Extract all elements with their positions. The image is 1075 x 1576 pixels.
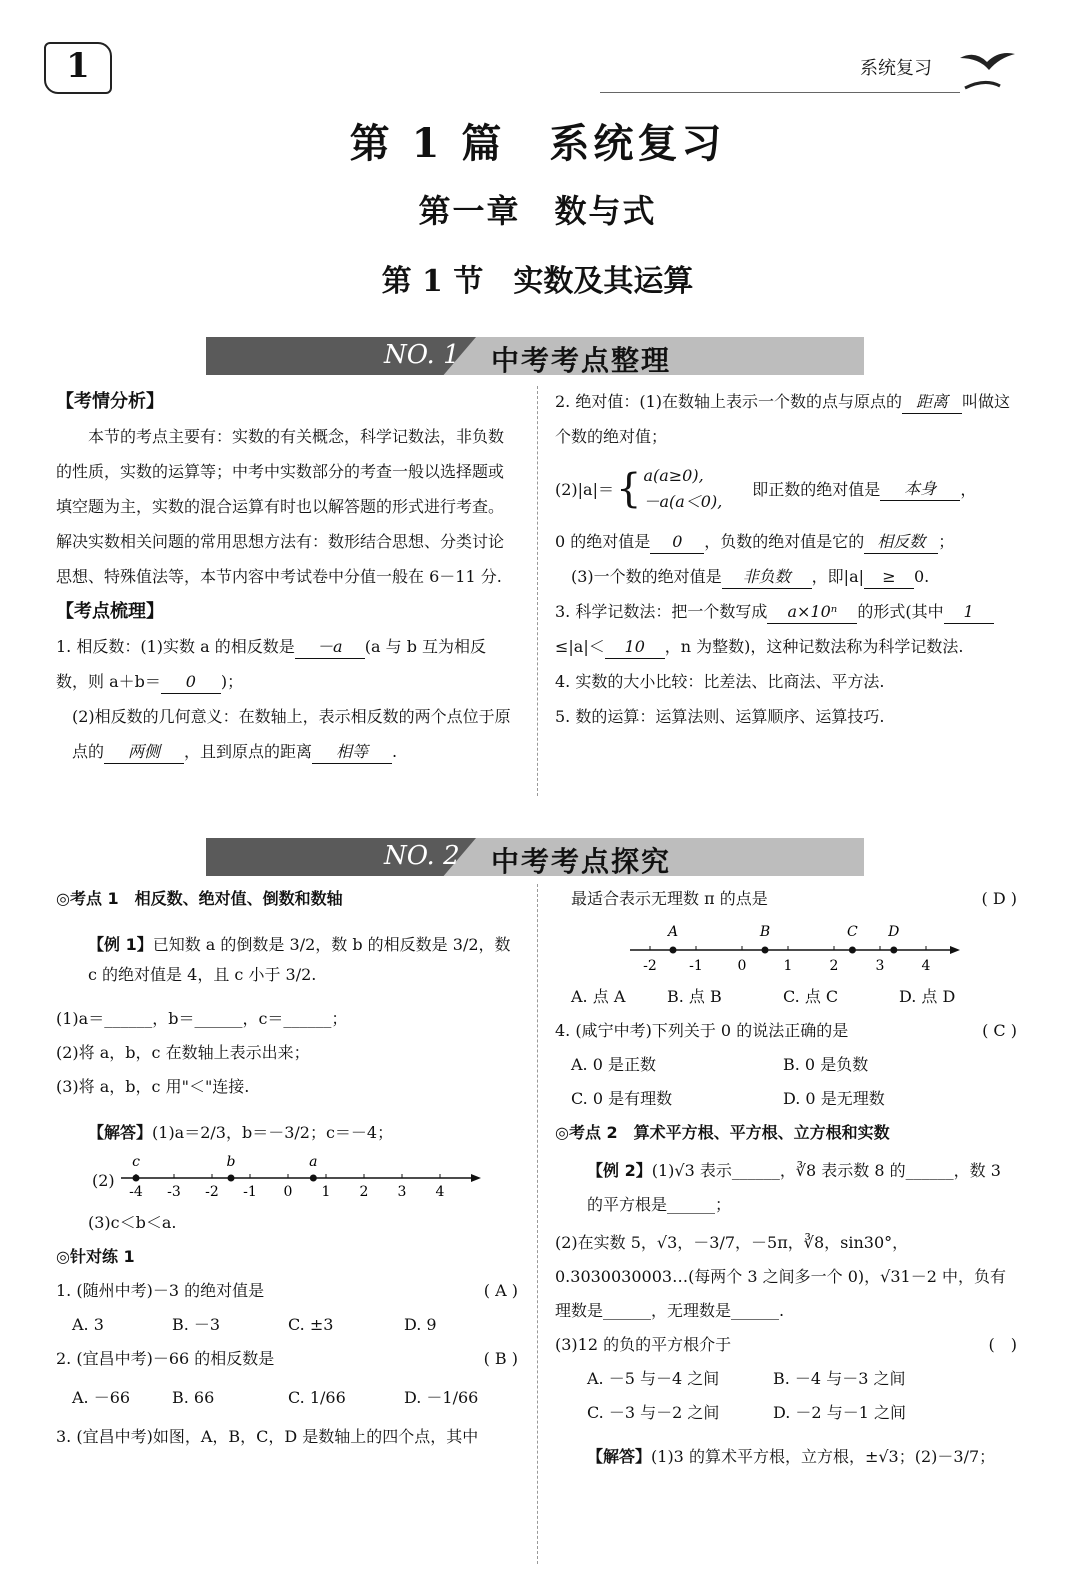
running-title: 系统复习 <box>860 58 932 79</box>
axis2-label: -2 <box>643 958 657 974</box>
number-line-1 <box>116 1150 486 1206</box>
axis1-point-label: c <box>132 1154 140 1170</box>
axis2-point-label: B <box>759 924 771 940</box>
example-1-q1: (1)a＝______，b＝______，c＝______； <box>56 1009 348 1028</box>
example-2-options-2: C. －3 与－2 之间 D. －2 与－1 之间 <box>587 1403 906 1422</box>
axis2-label: 4 <box>921 958 931 974</box>
kaodian-1: ◎考点 1 相反数、绝对值、倒数和数轴 <box>56 889 343 908</box>
axis1-label: -3 <box>167 1184 181 1200</box>
axis1-point-label: b <box>226 1154 236 1170</box>
right-column-2 <box>555 882 1017 1474</box>
axis2-point <box>670 947 677 954</box>
banner-no2-number: NO. 2 <box>384 841 460 871</box>
point-2d: (3)一个数的绝对值是 非负数 ，即|a| ≥ 0. <box>555 559 1017 594</box>
analysis-heading: 【考情分析】 <box>56 391 164 412</box>
axis1-label: 1 <box>321 1184 331 1200</box>
bird-icon <box>955 48 1025 92</box>
axis2-label: 3 <box>875 958 885 974</box>
point-3: 3. 科学记数法：把一个数写成 a×10ⁿ 的形式(其中 1≤|a|＜ 10 ，n 为整数)，这种记数法称为科学记数法. <box>555 594 1017 664</box>
axis2-label: 0 <box>737 958 747 974</box>
task-3-axis <box>555 916 1017 980</box>
example-1-q2: (2)将 a，b，c 在数轴上表示出来； <box>56 1043 310 1062</box>
kaodian-2: ◎考点 2 算术平方根、平方根、立方根和实数 <box>555 1123 890 1142</box>
axis2-label: 1 <box>783 958 793 974</box>
axis1-point <box>228 1175 235 1182</box>
example-2: 【例 2】(1)√3 表示______，∛8 表示数 8 的______，数 3 的平方根是______； <box>587 1161 1001 1214</box>
task-1: 1. (随州中考)－3 的绝对值是 ( A ) <box>56 1281 518 1300</box>
task-4-options-2: C. 0 是有理数 D. 0 是无理数 <box>571 1089 885 1108</box>
axis1-point <box>133 1175 140 1182</box>
section-title: 第 1 节 实数及其运算 <box>381 264 694 299</box>
point-1a: 1. 相反数：(1)实数 a 的相反数是 －a (a 与 b 互为相反数，则 a＋b＝ 0 )； <box>56 629 518 699</box>
right-column-1 <box>555 384 1017 734</box>
point-2c: 0 的绝对值是 0 ，负数的绝对值是它的 相反数 ； <box>555 524 1017 559</box>
axis1-label: 0 <box>283 1184 293 1200</box>
part-title: 第 1 篇 系统复习 <box>349 120 726 167</box>
solution-1-axis: (2) -4 -3 -2 -1 0 1 2 3 4 c b a <box>56 1150 518 1206</box>
task-2-options: A. －66 B. 66 C. 1/66 D. －1/66 <box>72 1388 479 1407</box>
axis2-point <box>890 947 897 954</box>
example-1: 【例 1】已知数 a 的倒数是 3/2，数 b 的相反数是 3/2，数 c 的绝对值是 4，且 c 小于 3/2. <box>88 935 511 984</box>
axis1-label: -2 <box>205 1184 219 1200</box>
header-rule <box>600 92 960 93</box>
banner-no2-title: 中考考点探究 <box>491 845 672 878</box>
analysis-text: 本节的考点主要有：实数的有关概念，科学记数法，非负数的性质，实数的运算等；中考中实数部分的考查一般以选择题或填空题为主，实数的混合运算有时也以解答题的形式进行考查。解决实数相关问题的常用思想方法有：数形结合思想、分类讨论思想、特殊值法等，本节内容中考试卷中分值一般在 6－11 分. <box>56 427 505 586</box>
axis2-point-label: D <box>888 924 900 940</box>
axis2-point-label: C <box>847 924 858 940</box>
axis1-label: 4 <box>435 1184 445 1200</box>
point-2b: (2)|a|＝ { a(a≥0), －a(a＜0), 即正数的绝对值是 本身 ， <box>555 466 977 512</box>
banner-no1 <box>206 337 864 375</box>
axis1-label: -1 <box>243 1184 257 1200</box>
banner-no2 <box>206 838 864 876</box>
task-4-options-1: A. 0 是正数 B. 0 是负数 <box>571 1055 869 1074</box>
task-3-options: A. 点 A B. 点 B C. 点 C D. 点 D <box>571 987 956 1006</box>
left-column-1 <box>56 384 518 769</box>
task-1-options: A. 3 B. －3 C. ±3 D. 9 <box>72 1315 437 1334</box>
column-divider <box>537 386 538 796</box>
task-2: 2. (宜昌中考)－66 的相反数是 ( B ) <box>56 1349 518 1368</box>
left-column-2 <box>56 882 518 1454</box>
axis1-label: -4 <box>129 1184 143 1200</box>
example-1-q3: (3)将 a，b，c 用"＜"连接. <box>56 1077 250 1096</box>
axis2-point <box>762 947 769 954</box>
point-5: 5. 数的运算：运算法则、运算顺序、运算技巧. <box>555 707 885 726</box>
axis1-point <box>310 1175 317 1182</box>
point-4: 4. 实数的大小比较：比差法、比商法、平方法. <box>555 672 885 691</box>
column-divider-2 <box>537 884 538 1564</box>
axis2-label: 2 <box>829 958 839 974</box>
solution-1-order: (3)c＜b＜a. <box>88 1213 177 1232</box>
axis1-label: 3 <box>397 1184 407 1200</box>
example-2-b: (2)在实数 5，√3，－3/7，－5π，∛8，sin30°，0.3030030003…(每两个 3 之间多一个 0)，√31－2 中，负有理数是______，无理数是______. <box>555 1233 1006 1320</box>
task-3: 3. (宜昌中考)如图，A，B，C，D 是数轴上的四个点，其中 <box>56 1427 479 1446</box>
number-line-2 <box>625 920 965 976</box>
solution-2: 【解答】(1)3 的算术平方根，立方根，±√3；(2)－3/7； <box>587 1447 996 1466</box>
example-2-c: (3)12 的负的平方根介于 ( ) <box>555 1335 1017 1354</box>
task-3-cont: 最适合表示无理数 π 的点是 ( D ) <box>571 889 1017 908</box>
point-1b: (2)相反数的几何意义：在数轴上，表示相反数的两个点位于原点的 两侧 ，且到原点的距离 相等 . <box>56 699 518 769</box>
banner-no1-number: NO. 1 <box>384 340 460 370</box>
point-2a: 2. 绝对值：(1)在数轴上表示一个数的点与原点的 距离 叫做这个数的绝对值； <box>555 392 1011 446</box>
points-heading: 【考点梳理】 <box>56 601 164 622</box>
axis1-point-label: a <box>309 1154 318 1170</box>
example-2-options-1: A. －5 与－4 之间 B. －4 与－3 之间 <box>587 1369 906 1388</box>
axis2-point-label: A <box>667 924 679 940</box>
page-number-badge: 1 <box>44 42 112 94</box>
chapter-title: 第一章 数与式 <box>418 192 657 230</box>
solution-1: 【解答】(1)a＝2/3，b＝－3/2；c＝－4； <box>88 1123 394 1142</box>
axis1-label: 2 <box>359 1184 369 1200</box>
axis2-label: -1 <box>689 958 703 974</box>
drill-1: ◎针对练 1 <box>56 1247 135 1266</box>
banner-no1-title: 中考考点整理 <box>491 344 672 377</box>
axis2-point <box>849 947 856 954</box>
task-4: 4. (咸宁中考)下列关于 0 的说法正确的是 ( C ) <box>555 1021 1017 1040</box>
